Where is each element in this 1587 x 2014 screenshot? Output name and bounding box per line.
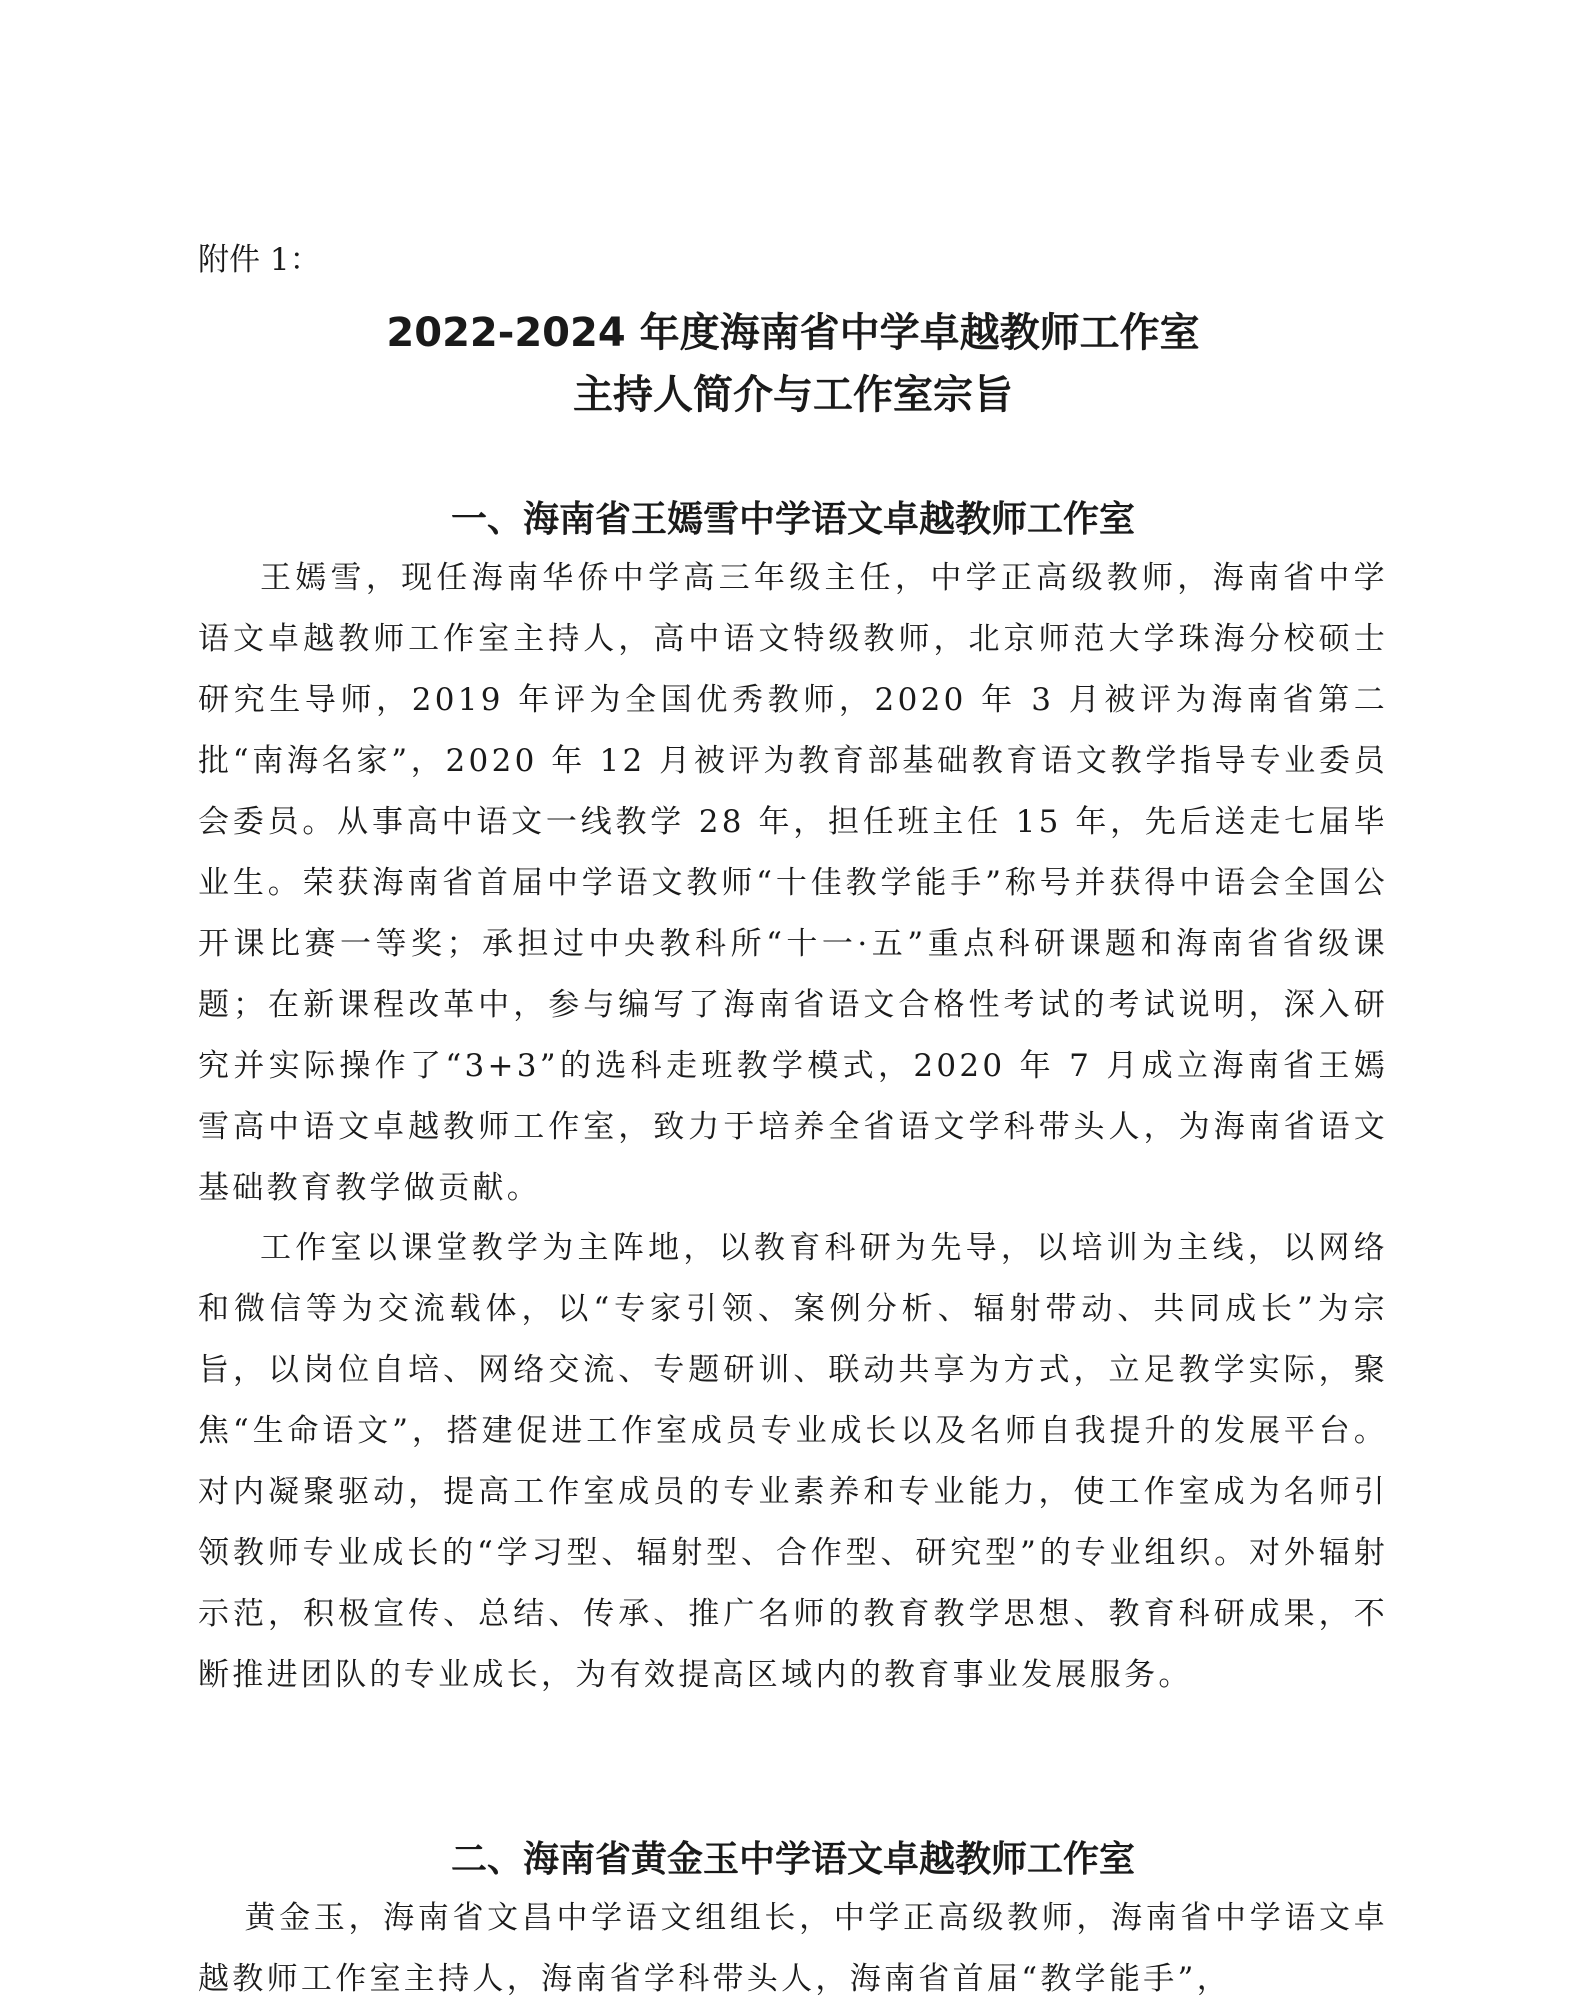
title-line-2: 主持人简介与工作室宗旨 [573, 372, 1013, 418]
title-line-1: 2022-2024 年度海南省中学卓越教师工作室 [386, 310, 1200, 356]
section-1-paragraph-2: 工作室以课堂教学为主阵地，以教育科研为先导，以培训为主线，以网络和微信等为交流载体，以“专家引领、案例分析、辐射带动、共同成长”为宗旨，以岗位自培、网络交流、专题研训、联动共享为方式，立足教学实际，聚焦“生命语文”，搭建促进工作室成员专业成长以及名师自我提升的发展平台。对内凝聚驱动，提高工作室成员的专业素养和专业能力，使工作室成为名师引领教师专业成长的“学习型、辐射型、合作型、研究型”的专业组织。对外辐射示范，积极宣传、总结、传承、推广名师的教育教学思想、教育科研成果，不断推进团队的专业成长，为有效提高区域内的教育事业发展服务。 [198, 1230, 1388, 1693]
document-title [198, 302, 1388, 426]
section-1-heading: 一、海南省王嫣雪中学语文卓越教师工作室 [450, 498, 1135, 540]
section-2-paragraph-1: 黄金玉，海南省文昌中学语文组组长，中学正高级教师，海南省中学语文卓越教师工作室主持人，海南省学科带头人，海南省首届“教学能手”， [198, 1900, 1388, 1997]
section-1-paragraph-1: 王嫣雪，现任海南华侨中学高三年级主任，中学正高级教师，海南省中学语文卓越教师工作室主持人，高中语文特级教师，北京师范大学珠海分校硕士研究生导师，2019 年评为全国优秀教师，2020 年 3 月被评为海南省第二批“南海名家”，2020 年 12 月被评为教育部基础教育语文教学指导专业委员会委员。从事高中语文一线教学 28 年，担任班主任 15 年，先后送走七届毕业生。荣获海南省首届中学语文教师“十佳教学能手”称号并获得中语会全国公开课比赛一等奖；承担过中央教科所“十一·五”重点科研课题和海南省省级课题；在新课程改革中，参与编写了海南省语文合格性考试的考试说明，深入研究并实际操作了“3+3”的选科走班教学模式，2020 年 7 月成立海南省王嫣雪高中语文卓越教师工作室，致力于培养全省语文学科带头人，为海南省语文基础教育教学做贡献。 [198, 560, 1388, 1206]
attachment-label: 附件 1： [198, 242, 321, 278]
section-2-heading: 二、海南省黄金玉中学语文卓越教师工作室 [450, 1838, 1135, 1880]
